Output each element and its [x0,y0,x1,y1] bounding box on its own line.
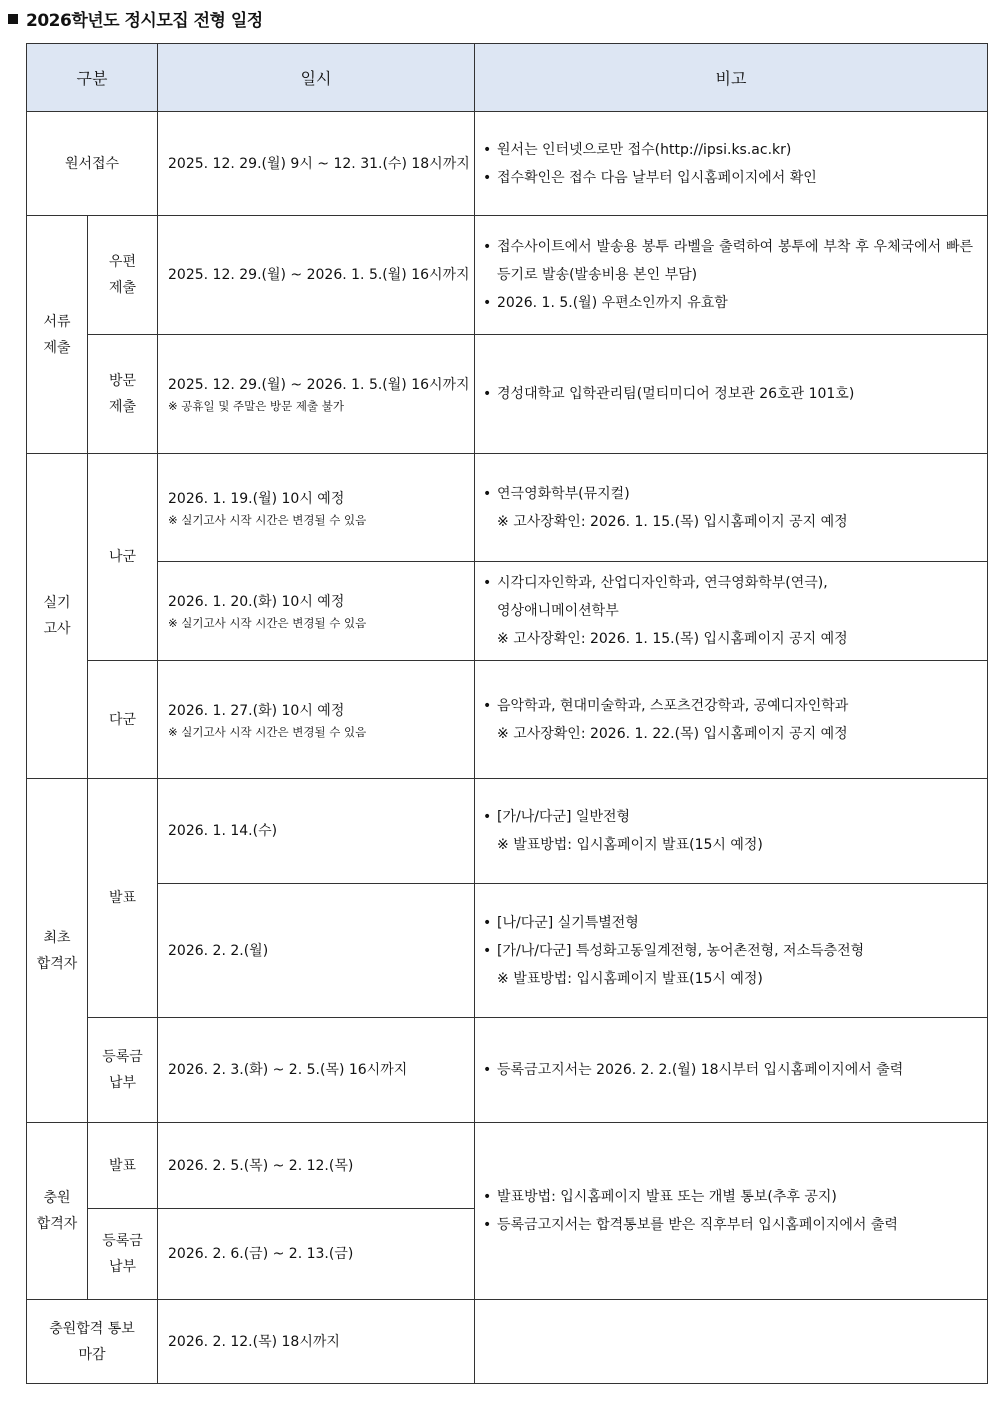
mail-label-line2: 제출 [108,280,137,296]
header-category: 구분 [27,44,158,112]
table-row [27,454,988,562]
remark-item [483,569,973,625]
initial-label-line1: 최초 [43,929,71,946]
visit-label-line1: 방문 [108,373,137,389]
documents-label-line1: 서류 [43,313,71,330]
table-row [27,216,988,335]
visit-date-note: ※ 공휴일 및 주말은 방문 제출 불가 [168,399,344,413]
deadline-date: 2026. 2. 12.(목) 18시까지 [158,1300,475,1384]
remark-item: • 원서는 인터넷으로만 접수(http://ipsi.ks.ac.kr) [483,136,973,164]
additional-label [27,1123,88,1300]
initial-a2-remarks [475,884,988,1018]
remark-item: • 등록금고지서는 2026. 2. 2.(월) 18시부터 입시홈페이지에서 출력 [483,1056,973,1084]
na1-date-note: ※ 실기고사 시작 시간은 변경될 수 있음 [168,512,367,527]
remark-line: 영상애니메이션학부 [497,603,619,619]
table-row [27,1018,988,1123]
na1-date-text: 2026. 1. 19.(월) 10시 예정 [168,490,345,507]
application-date: 2025. 12. 29.(월) 9시 ~ 12. 31.(수) 18시까지 [158,112,475,216]
remark-note: ※ 발표방법: 입시홈페이지 발표(15시 예정) [497,970,763,987]
remark-item: • 2026. 1. 5.(월) 우편소인까지 유효함 [483,289,973,317]
visit-label [88,335,158,454]
mail-label [88,216,158,335]
document-title [8,6,263,31]
header-date: 일시 [158,44,475,112]
visit-date [158,335,475,454]
initial-tuition-label-line1: 등록금 [102,1049,143,1065]
initial-label [27,779,88,1123]
table-row [27,562,988,661]
initial-a1-remarks [475,779,988,884]
remark-item: • [가/나/다군] 특성화고동일계전형, 농어촌전형, 저소득층전형 [483,937,973,965]
initial-tuition-label-line2: 납부 [108,1075,137,1091]
da-date [158,661,475,779]
remark-item: • [가/나/다군] 일반전형 [483,803,973,831]
visit-remarks [475,335,988,454]
remark-item: • 등록금고지서는 합격통보를 받은 직후부터 입시홈페이지에서 출력 [483,1211,973,1239]
additional-remarks [475,1123,988,1300]
remark-item [483,233,973,289]
na1-remarks [475,454,988,562]
documents-label [27,216,88,454]
practical-label [27,454,88,779]
initial-tuition-label [88,1018,158,1123]
header-remarks: 비고 [475,44,988,112]
additional-label-line1: 충원 [43,1190,71,1206]
remark-note: ※ 고사장확인: 2026. 1. 22.(목) 입시홈페이지 공지 예정 [497,725,848,742]
mail-remarks [475,216,988,335]
remark-line: • 시각디자인학과, 산업디자인학과, 연극영화학부(연극), [497,575,828,591]
na1-date [158,454,475,562]
da-date-text: 2026. 1. 27.(화) 10시 예정 [168,702,345,719]
table-row [27,1123,988,1209]
da-group-label: 다군 [88,661,158,779]
additional-tuition-label-line1: 등록금 [102,1233,143,1249]
remark-note: ※ 발표방법: 입시홈페이지 발표(15시 예정) [497,837,763,853]
deadline-label [27,1300,158,1384]
visit-label-line2: 제출 [108,399,137,415]
table-row [27,779,988,884]
na2-remarks [475,562,988,661]
remark-note: ※ 고사장확인: 2026. 1. 15.(목) 입시홈페이지 공지 예정 [497,631,848,647]
initial-announce-label: 발표 [88,779,158,1018]
application-remarks [475,112,988,216]
table-row [27,335,988,454]
deadline-label-line1: 충원합격 통보 [49,1320,135,1337]
remark-item: • [나/다군] 실기특별전형 [483,909,973,937]
remark-item: • 접수확인은 접수 다음 날부터 입시홈페이지에서 확인 [483,164,973,192]
deadline-label-line2: 마감 [78,1346,106,1363]
remark-line: 우체국에서 빠른 등기로 발송(발송비용 본인 부담) [497,239,974,283]
documents-label-line2: 제출 [43,339,71,356]
initial-a2-date: 2026. 2. 2.(월) [158,884,475,1018]
additional-announce-label: 발표 [88,1123,158,1209]
additional-tuition-label-line2: 납부 [108,1259,137,1275]
deadline-remarks [475,1300,988,1384]
initial-label-line2: 합격자 [36,955,78,972]
remark-item: • 경성대학교 입학관리팀(멀티미디어 정보관 26호관 101호) [483,380,973,408]
table-row [27,112,988,216]
remark-item: • 음악학과, 현대미술학과, 스포츠건강학과, 공예디자인학과 [483,692,973,720]
mail-date: 2025. 12. 29.(월) ~ 2026. 1. 5.(월) 16시까지 [158,216,475,335]
header-row [27,44,988,112]
na2-date-text: 2026. 1. 20.(화) 10시 예정 [168,594,345,610]
remark-item: • 발표방법: 입시홈페이지 발표 또는 개별 통보(추후 공지) [483,1183,973,1211]
na2-date-note: ※ 실기고사 시작 시간은 변경될 수 있음 [168,616,367,630]
da-remarks [475,661,988,779]
table-row [27,884,988,1018]
table-row [27,661,988,779]
square-bullet-icon [8,14,18,24]
application-label: 원서접수 [27,112,158,216]
schedule-table [26,43,988,1384]
practical-label-line1: 실기 [43,595,71,611]
da-date-note: ※ 실기고사 시작 시간은 변경될 수 있음 [168,724,367,739]
table-row [27,1300,988,1384]
title-text: 2026학년도 정시모집 전형 일정 [26,11,263,31]
practical-label-line2: 고사 [43,621,71,637]
initial-a1-date: 2026. 1. 14.(수) [158,779,475,884]
na-group-label: 나군 [88,454,158,661]
remark-line: 접수사이트에서 발송용 봉투 라벨을 출력하여 봉투에 부착 후 [497,239,869,255]
additional-label-line2: 합격자 [36,1216,78,1232]
remark-item: • 연극영화학부(뮤지컬) [483,480,973,508]
additional-announce-date: 2026. 2. 5.(목) ~ 2. 12.(목) [158,1123,475,1209]
remark-note: ※ 고사장확인: 2026. 1. 15.(목) 입시홈페이지 공지 예정 [497,513,848,530]
mail-label-line1: 우편 [108,254,137,270]
initial-tuition-date: 2026. 2. 3.(화) ~ 2. 5.(목) 16시까지 [158,1018,475,1123]
additional-tuition-date: 2026. 2. 6.(금) ~ 2. 13.(금) [158,1209,475,1300]
visit-date-text: 2025. 12. 29.(월) ~ 2026. 1. 5.(월) 16시까지 [168,377,470,393]
additional-tuition-label [88,1209,158,1300]
initial-tuition-remarks [475,1018,988,1123]
na2-date [158,562,475,661]
